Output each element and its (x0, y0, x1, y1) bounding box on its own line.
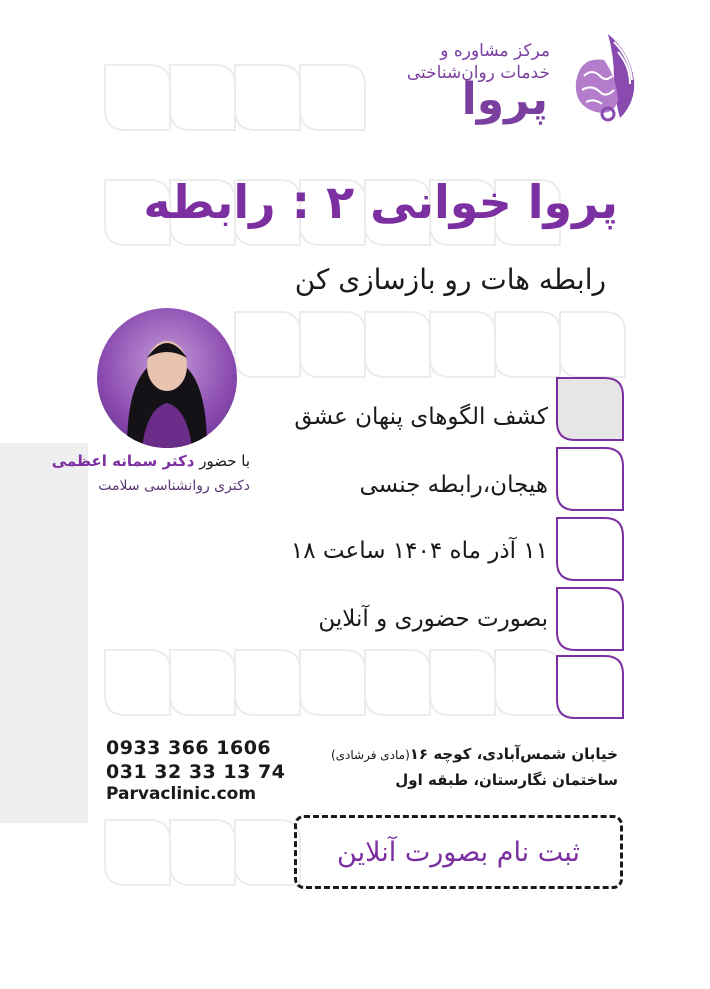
brand-subtitle-line1: مرکز مشاوره و (440, 41, 550, 61)
list-item: کشف الگوهای پنهان عشق (294, 404, 548, 430)
item-marker-3 (557, 518, 623, 580)
address-note: (مادی فرشادی) (330, 748, 410, 762)
brand-subtitle-line2: خدمات روان‌شناختی (406, 63, 550, 83)
list-item: هیجان،رابطه جنسی (359, 472, 548, 498)
page-title: پروا خوانی ۲ : رابطه (143, 175, 618, 229)
website-link[interactable]: Parvaclinic.com (106, 784, 257, 804)
presenter-prefix: با حضور (199, 452, 250, 470)
list-item: بصورت حضوری و آنلاین (318, 606, 548, 632)
register-online-button[interactable]: ثبت نام بصورت آنلاین (294, 815, 623, 889)
brand-name: پروا (461, 74, 548, 125)
address-line-1 (331, 745, 618, 763)
address-main: خیابان شمس‌آبادی، کوچه ۱۶ (409, 745, 618, 763)
item-marker-4 (557, 588, 623, 650)
page-subtitle: رابطه هات رو بازسازی کن (294, 263, 606, 296)
item-marker-1 (557, 378, 623, 440)
list-item: ۱۱ آذر ماه ۱۴۰۴ ساعت ۱۸ (290, 538, 548, 564)
address-line-2: ساختمان نگارستان، طبقه اول (395, 771, 618, 789)
item-marker-2 (557, 448, 623, 510)
presenter-role: دکتری روانشناسی سلامت (98, 478, 250, 494)
item-marker-5 (557, 656, 623, 718)
phone-number-2[interactable]: 031 32 33 13 74 (106, 761, 286, 783)
presenter-name: دکتر سمانه اعظمی (51, 452, 195, 470)
phone-number-1[interactable]: 0933 366 1606 (106, 737, 272, 759)
